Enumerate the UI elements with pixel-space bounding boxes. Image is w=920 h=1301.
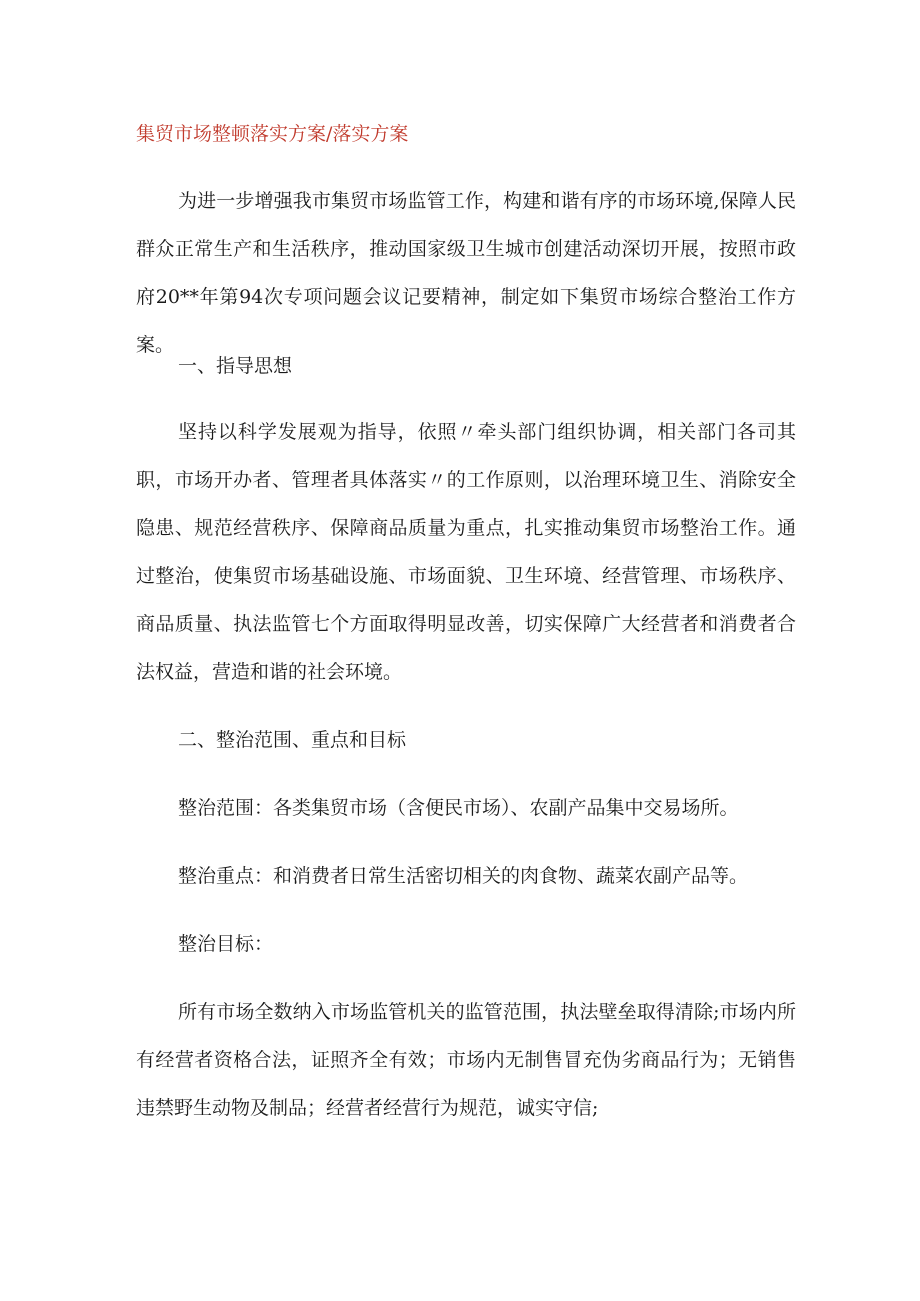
- guiding-ideology-paragraph: 坚持以科学发展观为指导，依照〃牵头部门组织协调，相关部门各司其职，市场开办者、管理者具体落实〃的工作原则，以治理环境卫生、消除安全隐患、规范经营秩序、保障商品质量为重点，扎实推动集贸市场整治工作。通过整治，使集贸市场基础设施、市场面貌、卫生环境、经营管理、市场秩序、商品质量、执法监管七个方面取得明显改善，切实保障广大经营者和消费者合法权益，营造和谐的社会环境。: [136, 421, 796, 683]
- goals-paragraph: 所有市场全数纳入市场监管机关的监管范围，执法壁垒取得清除;市场内所有经营者资格合法，证照齐全有效；市场内无制售冒充伪劣商品行为；无销售违禁野生动物及制品；经营者经营行为规范，诚实守信;: [136, 1001, 796, 1119]
- scope-paragraph: 整治范围：各类集贸市场（含便民市场）、农副产品集中交易场所。: [178, 797, 739, 819]
- focus-paragraph: 整治重点：和消费者日常生活密切相关的肉食物、蔬菜农副产品等。: [178, 865, 749, 887]
- goals-label: 整治目标：: [178, 933, 274, 955]
- section-heading-scope-focus-goals: 二、整治范围、重点和目标: [178, 729, 407, 751]
- section-heading-guiding-ideology: 一、指导思想: [178, 355, 293, 377]
- intro-paragraph: 为进一步增强我市集贸市场监管工作，构建和谐有序的市场环境,保障人民群众正常生产和生活秩序，推动国家级卫生城市创建活动深切开展，按照市政府20**年第94次专项问题会议记要精神，制定如下集贸市场综合整治工作方案。: [136, 190, 796, 356]
- document-title: 集贸市场整顿落实方案/落实方案: [136, 123, 409, 145]
